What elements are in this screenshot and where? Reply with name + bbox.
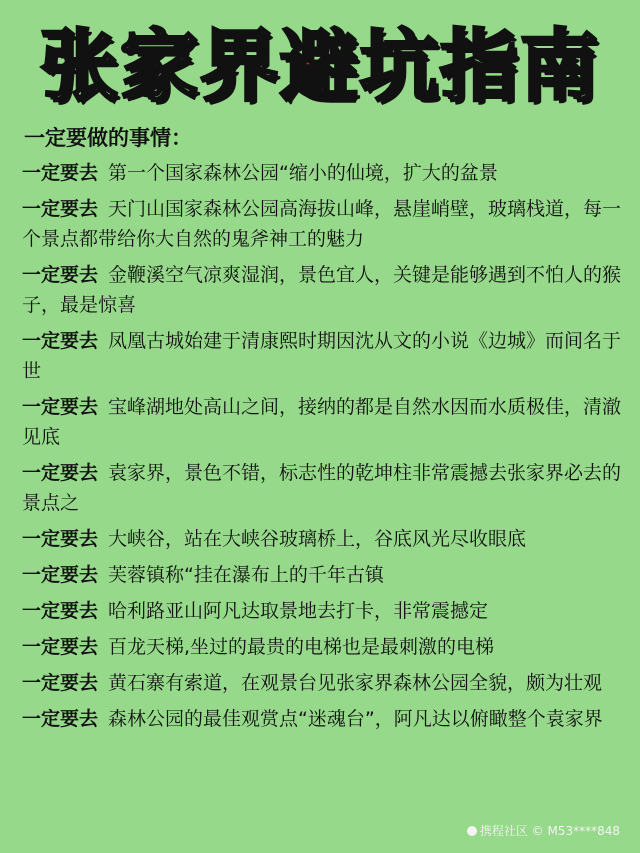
item-text: 宝峰湖地处高山之间，接纳的都是自然水因而水质极佳，清澈见底	[22, 396, 622, 448]
item-text: 大峡谷，站在大峡谷玻璃桥上，谷底风光尽收眼底	[108, 528, 527, 550]
watermark	[467, 822, 620, 839]
item-text: 芙蓉镇称“挂在瀑布上的千年古镇	[108, 564, 384, 586]
item-text: 天门山国家森林公园高海拔山峰，悬崖峭壁，玻璃栈道，每一个景点都带给你大自然的鬼斧神工的魅力	[22, 198, 622, 250]
list-item	[22, 260, 622, 320]
list-item	[22, 704, 622, 734]
item-tag: 一定要去	[22, 564, 99, 586]
item-text: 哈利路亚山阿凡达取景地去打卡，非常震撼定	[108, 600, 489, 622]
item-text: 森林公园的最佳观赏点“迷魂台”，阿凡达以俯瞰整个袁家界	[108, 708, 603, 730]
title-part-2: 避坑	[279, 22, 440, 112]
item-tag: 一定要去	[22, 672, 99, 694]
list-item	[22, 560, 622, 590]
list-item	[22, 158, 622, 188]
item-tag: 一定要去	[22, 396, 99, 418]
item-tag: 一定要去	[22, 462, 99, 484]
item-tag: 一定要去	[22, 636, 99, 658]
item-text: 金鞭溪空气凉爽湿润，景色宜人，关键是能够遇到不怕人的猴子，最是惊喜	[22, 264, 622, 316]
logo-icon	[467, 826, 477, 836]
item-text: 黄石寨有索道，在观景台见张家界森林公园全貌，颇为壮观	[108, 672, 603, 694]
item-text: 百龙天梯,坐过的最贵的电梯也是最刺激的电梯	[108, 636, 495, 658]
item-tag: 一定要去	[22, 198, 99, 220]
item-text: 凤凰古城始建于清康熙时期因沈从文的小说《边城》而间名于世	[22, 330, 622, 382]
item-text: 第一个国家森林公园“缩小的仙境，扩大的盆景	[108, 162, 498, 184]
list-item	[22, 326, 622, 386]
item-list	[22, 158, 622, 740]
item-tag: 一定要去	[22, 162, 99, 184]
list-item	[22, 458, 622, 518]
watermark-text: 携程社区 © M53****848	[479, 824, 620, 838]
list-item	[22, 524, 622, 554]
title-part-3: 指南	[440, 22, 601, 112]
item-tag: 一定要去	[22, 330, 99, 352]
list-item	[22, 668, 622, 698]
item-tag: 一定要去	[22, 600, 99, 622]
list-item	[22, 632, 622, 662]
section-heading: 一定要做的事情：	[24, 126, 192, 150]
item-tag: 一定要去	[22, 708, 99, 730]
item-text: 袁家界，景色不错，标志性的乾坤柱非常震撼去张家界必去的景点之	[22, 462, 622, 514]
list-item	[22, 392, 622, 452]
list-item	[22, 194, 622, 254]
list-item	[22, 596, 622, 626]
item-tag: 一定要去	[22, 264, 99, 286]
page-title	[0, 22, 640, 112]
title-part-1: 张家界	[39, 22, 280, 112]
item-tag: 一定要去	[22, 528, 99, 550]
